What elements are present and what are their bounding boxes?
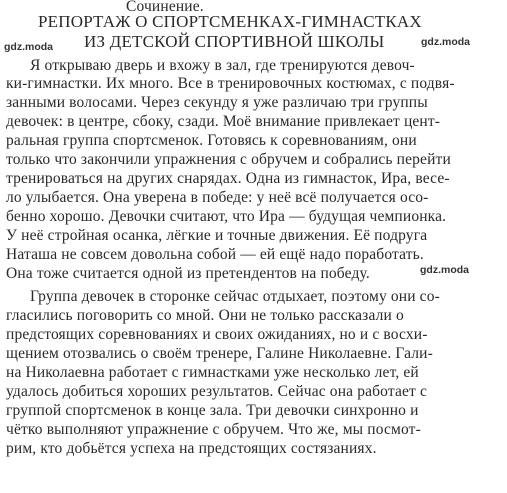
paragraph2-line: Группа девочек в сторонке сейчас отдыхает, поэтому они со- xyxy=(30,288,440,305)
paragraph1-line: бенно хорошо. Девочки считают, что Ира — будущая чемпионка. xyxy=(6,208,447,225)
paragraph1-line: ки-гимнастки. Их много. Все в тренировочных костюмах, с подвя- xyxy=(6,75,455,92)
paragraph2-line: щением отозвались о своём тренере, Галине Николаевне. Гали- xyxy=(6,345,433,362)
paragraph2-line: удалось добиться хороших результатов. Сейчас она работает с xyxy=(6,383,427,400)
paragraph1-line: Я открываю дверь и вхожу в зал, где тренируются девоч- xyxy=(30,57,415,74)
paragraph1-line: девочек: в центре, сбоку, сзади. Моё внимание привлекает цент- xyxy=(6,113,441,130)
paragraph1-line: занными волосами. Через секунду я уже различаю три группы xyxy=(6,94,428,111)
watermark-1: gdz.moda xyxy=(4,41,53,53)
paragraph2-line: на Николаевна работает с гимнастками уже несколько лет, ей xyxy=(6,364,419,381)
paragraph2-line: рим, кто добьётся успеха на предстоящих состязаниях. xyxy=(6,440,377,457)
paragraph1-line: Наташа не совсем довольна собой — ей ещё надо поработать. xyxy=(6,246,424,263)
title-line-1: РЕПОРТАЖ О СПОРТСМЕНКАХ-ГИМНАСТКАХ xyxy=(38,12,422,31)
paragraph1-line: тренироваться на других снарядах. Одна из гимнасток, Ира, весе- xyxy=(6,170,450,187)
paragraph1-line: У неё стройная осанка, лёгкие и точные движения. Её подруга xyxy=(6,227,428,244)
watermark-3: gdz.moda xyxy=(420,264,469,276)
paragraph2-line: гласились поговорить со мной. Они не только рассказали о xyxy=(6,307,404,324)
paragraph1-line: ло улыбается. Она уверена в победе: у неё всё получается осо- xyxy=(6,189,429,206)
paragraph1-line: Она тоже считается одной из претендентов на победу. xyxy=(6,265,370,282)
paragraph2-line: предстоящих соревнованиях и своих ожиданиях, но и с восхи- xyxy=(6,326,428,343)
document-label: Сочинение. xyxy=(126,0,204,15)
paragraph2-line: группой спортсменок в конце зала. Три девочки синхронно и xyxy=(6,402,419,419)
paragraph2-line: чётко выполняют упражнение с обручем. Что же, мы посмот- xyxy=(6,421,421,438)
paragraph1-line: только что закончили упражнения с обручем и собрались перейти xyxy=(6,151,451,168)
watermark-2: gdz.moda xyxy=(421,36,470,48)
title-line-2: ИЗ ДЕТСКОЙ СПОРТИВНОЙ ШКОЛЫ xyxy=(84,32,385,51)
paragraph1-line: ральная группа спортсменок. Готовясь к соревнованиям, они xyxy=(6,132,417,149)
